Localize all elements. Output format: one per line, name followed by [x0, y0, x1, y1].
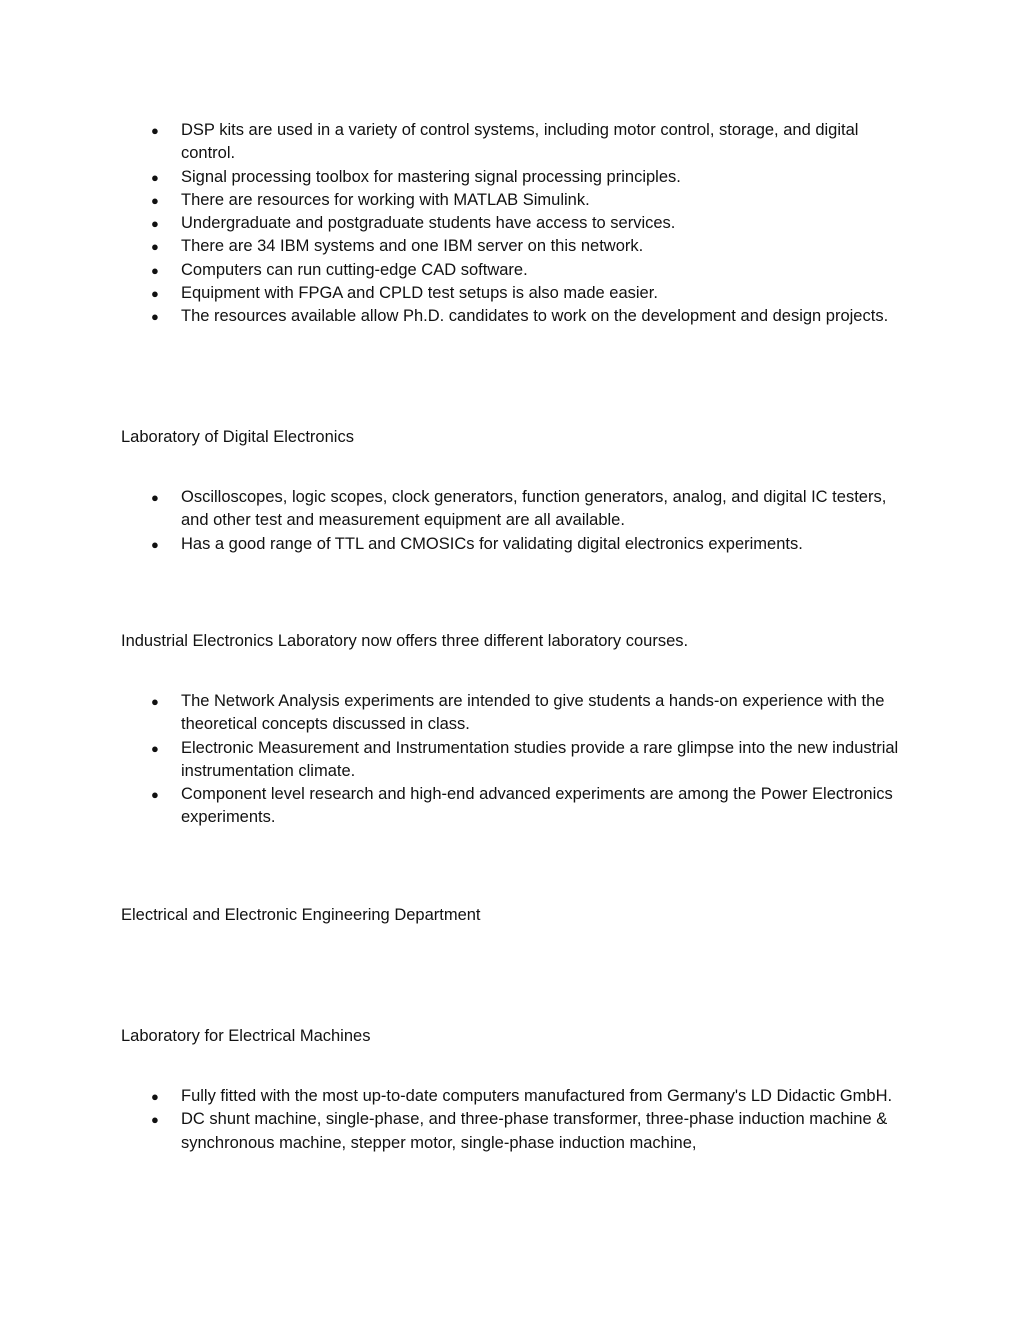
list-item-text: There are 34 IBM systems and one IBM server on this network.	[181, 237, 644, 256]
list-item-text: Signal processing toolbox for mastering signal processing principles.	[181, 167, 681, 186]
bullet-icon: ●	[151, 787, 159, 803]
list-item-text: Computers can run cutting-edge CAD software.	[181, 260, 528, 279]
list-item	[0, 119, 1024, 166]
bullet-icon: ●	[151, 1112, 159, 1128]
electrical-machines-list	[0, 1085, 1024, 1155]
bullet-icon: ●	[151, 192, 159, 208]
list-item-text: Fully fitted with the most up-to-date computers manufactured from Germany's LD Didactic GmbH.	[181, 1087, 893, 1105]
bullet-icon: ●	[151, 490, 159, 505]
list-item-text: Has a good range of TTL and CMOSICs for validating digital electronics experiments.	[181, 534, 803, 553]
list-item-text: DSP kits are used in a variety of control systems, including motor control, storage, and digital control.	[181, 121, 859, 163]
list-item	[0, 533, 1024, 556]
list-item-text: Component level research and high-end advanced experiments are among the Power Electronics experiments.	[181, 785, 893, 827]
list-item	[0, 259, 1024, 282]
list-item-text: Electronic Measurement and Instrumentation studies provide a rare glimpse into the new industrial instrumentation climate.	[181, 738, 899, 780]
list-item-text: Equipment with FPGA and CPLD test setups is also made easier.	[181, 284, 658, 303]
bullet-icon: ●	[151, 536, 159, 552]
heading-industrial-electronics: Industrial Electronics Laboratory now offers three different laboratory courses.	[121, 632, 689, 650]
list-item	[0, 282, 1024, 305]
list-item	[0, 305, 1024, 328]
list-item	[0, 166, 1024, 189]
list-item	[0, 235, 1024, 258]
list-item-text: Oscilloscopes, logic scopes, clock generators, function generators, analog, and digital IC testers, and other test and measurement equipment are all available.	[181, 488, 887, 530]
list-item	[0, 783, 1024, 830]
list-item	[0, 1085, 1024, 1108]
list-item-text: The Network Analysis experiments are intended to give students a hands-on experience with the theoretical concepts discussed in class.	[181, 692, 885, 734]
bullet-icon: ●	[151, 123, 159, 138]
list-item	[0, 189, 1024, 212]
bullet-icon: ●	[151, 169, 159, 185]
list-item	[0, 690, 1024, 737]
bullet-icon: ●	[151, 309, 159, 325]
heading-digital-electronics: Laboratory of Digital Electronics	[121, 428, 354, 446]
bullet-icon: ●	[151, 216, 159, 232]
list-item-text: There are resources for working with MATLAB Simulink.	[181, 190, 590, 209]
bullet-icon: ●	[151, 239, 159, 255]
list-item	[0, 212, 1024, 235]
bullet-icon: ●	[151, 740, 159, 756]
list-item-text: DC shunt machine, single-phase, and three-phase transformer, three-phase induction machine & synchronous machine, stepper motor, single-phase induction machine,	[181, 1110, 888, 1152]
list-item	[0, 486, 1024, 533]
list-item	[0, 1108, 1024, 1155]
facilities-list	[0, 119, 1024, 329]
bullet-icon: ●	[151, 694, 159, 709]
list-item-text: The resources available allow Ph.D. candidates to work on the development and design projects.	[181, 307, 889, 326]
bullet-icon: ●	[151, 1089, 159, 1104]
bullet-icon: ●	[151, 286, 159, 302]
industrial-electronics-list	[0, 690, 1024, 830]
digital-electronics-list	[0, 486, 1024, 556]
bullet-icon: ●	[151, 262, 159, 278]
list-item-text: Undergraduate and postgraduate students have access to services.	[181, 214, 676, 233]
list-item	[0, 737, 1024, 784]
heading-department: Electrical and Electronic Engineering Department	[121, 906, 481, 924]
heading-electrical-machines: Laboratory for Electrical Machines	[121, 1027, 371, 1045]
